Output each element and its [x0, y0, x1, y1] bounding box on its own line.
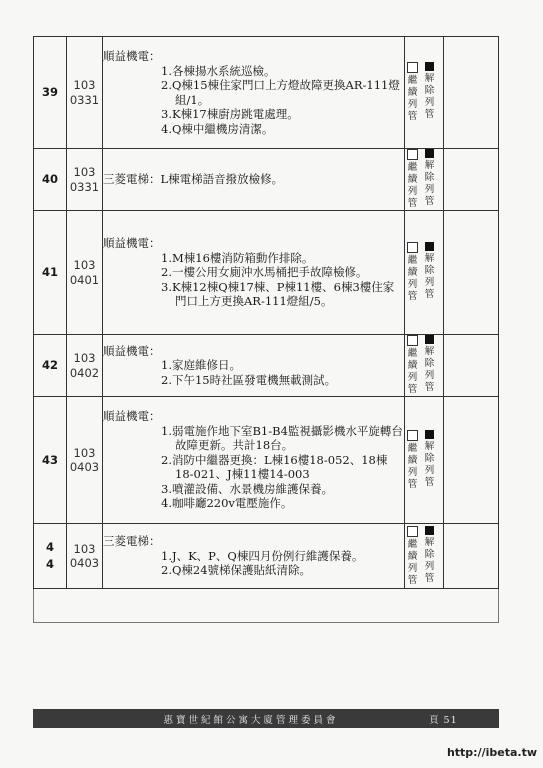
close-tracking-label-char: 列 [424, 184, 435, 195]
row-date-part: 103 [73, 445, 96, 460]
continue-tracking-label-char: 繼 [407, 162, 418, 173]
close-tracking-label-char: 除 [424, 452, 435, 464]
vendor-line: 三菱電梯：L棟電梯語音撥放檢修。 [103, 172, 284, 187]
checkbox-checked-icon[interactable] [425, 62, 434, 71]
table-row [34, 524, 499, 589]
row-number [34, 211, 67, 335]
close-tracking-option[interactable] [422, 335, 437, 396]
work-item: 2.Q棟24號梯保護貼紙清除。 [161, 563, 312, 578]
vendor-line: 順益機電： [103, 49, 161, 63]
close-tracking-label-char: 解 [424, 73, 435, 84]
continue-tracking-label-char: 續 [407, 267, 418, 278]
work-item: 1.J、K、P、Q棟四月份例行維護保養。 [161, 548, 364, 563]
continue-tracking-label-char: 續 [407, 87, 418, 98]
close-tracking-label-char: 解 [424, 346, 435, 357]
table-row [34, 335, 499, 397]
row-number [34, 524, 67, 589]
row-date [67, 37, 103, 149]
close-tracking-option[interactable] [422, 62, 437, 123]
continue-tracking-label-char: 列 [407, 372, 418, 383]
close-tracking-option[interactable] [422, 430, 437, 491]
row-number-text: 43 [41, 452, 58, 467]
row-date-part: 103 [73, 351, 96, 365]
row-date [67, 524, 103, 589]
continue-tracking-option[interactable] [405, 242, 420, 303]
row-number-text: 39 [41, 85, 58, 99]
continue-tracking-label-char: 繼 [407, 538, 418, 550]
close-tracking-label-char: 列 [424, 560, 435, 572]
row-date-part: 103 [73, 541, 96, 556]
row-content [103, 149, 405, 211]
work-item: 1.M棟16樓消防箱動作排除。 [161, 250, 314, 265]
checkbox-unchecked-icon[interactable] [407, 242, 418, 253]
continue-tracking-label-char: 續 [407, 454, 418, 466]
continue-tracking-label-char: 繼 [407, 348, 418, 359]
close-tracking-label-char: 管 [424, 289, 435, 300]
close-tracking-label-char: 列 [424, 97, 435, 108]
continue-tracking-label-char: 繼 [407, 255, 418, 266]
close-tracking-label-char: 除 [424, 548, 435, 560]
row-date-part: 103 [73, 165, 96, 179]
close-tracking-option[interactable] [422, 526, 437, 587]
remarks-cell [444, 524, 499, 589]
table-row [34, 37, 499, 149]
status-cell [405, 211, 444, 335]
row-date-part: 0402 [69, 365, 100, 380]
close-tracking-option[interactable] [422, 149, 437, 210]
work-item: 2.下午15時社區發電機無載測試。 [161, 372, 337, 387]
continue-tracking-label-char: 繼 [407, 75, 418, 86]
checkbox-checked-icon[interactable] [425, 430, 434, 439]
row-number [34, 397, 67, 524]
continue-tracking-label-char: 管 [407, 384, 418, 395]
close-tracking-option[interactable] [422, 242, 437, 303]
close-tracking-label-char: 除 [424, 85, 435, 96]
work-item: 4.Q棟中繼機房清潔。 [161, 121, 274, 136]
remarks-cell [444, 397, 499, 524]
close-tracking-label-char: 管 [424, 382, 435, 393]
remarks-cell [444, 149, 499, 211]
status-cell [405, 335, 444, 397]
row-number-text: 4 [45, 557, 54, 571]
close-tracking-label-char: 除 [424, 265, 435, 276]
continue-tracking-label-char: 列 [407, 562, 418, 574]
checkbox-unchecked-icon[interactable] [407, 335, 418, 346]
row-number-text: 40 [41, 172, 58, 186]
row-content [103, 37, 405, 149]
table-row [34, 397, 499, 524]
maintenance-log-table [33, 36, 499, 589]
continue-tracking-label-char: 繼 [407, 442, 418, 454]
row-date-part: 0331 [69, 179, 100, 194]
close-tracking-label-char: 除 [424, 172, 435, 183]
continue-tracking-label-char: 管 [407, 478, 418, 490]
row-number [34, 149, 67, 211]
close-tracking-label-char: 解 [424, 160, 435, 171]
continue-tracking-label-char: 列 [407, 99, 418, 110]
close-tracking-label-char: 管 [424, 572, 435, 584]
status-cell [405, 524, 444, 589]
row-date-part: 0403 [69, 460, 100, 474]
row-date [67, 211, 103, 335]
continue-tracking-option[interactable] [405, 526, 420, 587]
close-tracking-label-char: 列 [424, 277, 435, 288]
work-item: 2.一樓公用女廁沖水馬桶把手故障檢修。 [161, 265, 368, 280]
work-item: 3.K棟17棟廚房跳電處理。 [161, 107, 299, 121]
work-item: 2.Q棟15棟住家門口上方燈故障更換AR-111燈組/1。 [161, 78, 400, 107]
row-content [103, 397, 405, 524]
close-tracking-label-char: 除 [424, 358, 435, 369]
work-item: 1.各棟揚水系統巡檢。 [161, 63, 276, 78]
continue-tracking-label-char: 列 [407, 186, 418, 197]
close-tracking-label-char: 管 [424, 476, 435, 488]
status-cell [405, 149, 444, 211]
continue-tracking-label-char: 管 [407, 291, 418, 302]
remarks-cell [444, 211, 499, 335]
work-item: 4.咖啡廳220v電壓施作。 [161, 496, 293, 511]
continue-tracking-label-char: 續 [407, 360, 418, 371]
checkbox-unchecked-icon[interactable] [407, 430, 418, 441]
checkbox-unchecked-icon[interactable] [407, 149, 418, 160]
work-item: 1.弱電施作地下室B1-B4監視攝影機水平旋轉台故障更新。共計18台。 [161, 423, 403, 453]
table-row [34, 211, 499, 335]
continue-tracking-option[interactable] [405, 430, 420, 491]
continue-tracking-label-char: 續 [407, 550, 418, 562]
row-number-text: 41 [41, 265, 58, 279]
remarks-cell [444, 335, 499, 397]
status-cell [405, 37, 444, 149]
row-number [34, 335, 67, 397]
continue-tracking-option[interactable] [405, 62, 420, 123]
row-date-part: 0331 [69, 92, 100, 107]
close-tracking-label-char: 管 [424, 196, 435, 207]
row-content [103, 524, 405, 589]
close-tracking-label-char: 管 [424, 109, 435, 120]
work-item: 3.K棟12棟Q棟17棟、P棟11樓、6棟3樓住家門口上方更換AR-111燈組/5。 [161, 279, 395, 309]
continue-tracking-label-char: 續 [407, 174, 418, 185]
work-item: 2.消防中繼器更換：L棟16樓18-052、18棟18-021、J棟11樓14-003 [161, 452, 388, 482]
continue-tracking-label-char: 管 [407, 198, 418, 209]
watermark-url: http://ibeta.tw [446, 746, 537, 759]
continue-tracking-label-char: 管 [407, 111, 418, 122]
row-number [34, 37, 67, 149]
row-date-part: 103 [73, 78, 96, 92]
continue-tracking-option[interactable] [405, 335, 420, 396]
row-number-text: 4 [45, 540, 54, 554]
row-date [67, 397, 103, 524]
row-date-part: 0401 [69, 272, 100, 287]
row-number-text: 42 [41, 358, 58, 372]
continue-tracking-label-char: 列 [407, 466, 418, 478]
checkbox-checked-icon[interactable] [425, 149, 434, 158]
continue-tracking-label-char: 管 [407, 574, 418, 586]
vendor-line: 三菱電梯： [103, 534, 161, 549]
row-date-part: 103 [73, 258, 96, 272]
close-tracking-label-char: 解 [424, 253, 435, 264]
work-item: 1.家庭維修日。 [161, 358, 241, 373]
checkbox-checked-icon[interactable] [425, 526, 434, 535]
work-item: 3.噴灌設備、水景機房維護保養。 [161, 481, 333, 496]
continue-tracking-option[interactable] [405, 149, 420, 210]
row-date [67, 149, 103, 211]
checkbox-checked-icon[interactable] [425, 242, 434, 251]
row-date [67, 335, 103, 397]
vendor-line: 順益機電： [103, 409, 161, 424]
checkbox-checked-icon[interactable] [425, 335, 434, 344]
table-row [34, 149, 499, 211]
vendor-line: 順益機電： [103, 343, 161, 358]
status-cell [405, 397, 444, 524]
remarks-cell [444, 37, 499, 149]
close-tracking-label-char: 解 [424, 440, 435, 452]
row-date-part: 0403 [69, 556, 100, 570]
footer-title: 惠寶世紀館公寓大廈管理委員會 [163, 714, 339, 726]
continue-tracking-label-char: 列 [407, 279, 418, 290]
row-content [103, 211, 405, 335]
close-tracking-label-char: 列 [424, 370, 435, 381]
close-tracking-label-char: 列 [424, 464, 435, 476]
close-tracking-label-char: 解 [424, 536, 435, 548]
footer-bar [33, 709, 499, 728]
checkbox-unchecked-icon[interactable] [407, 62, 418, 73]
row-content [103, 335, 405, 397]
checkbox-unchecked-icon[interactable] [407, 526, 418, 537]
page-number: 頁 51 [429, 714, 458, 726]
vendor-line: 順益機電： [103, 236, 161, 251]
